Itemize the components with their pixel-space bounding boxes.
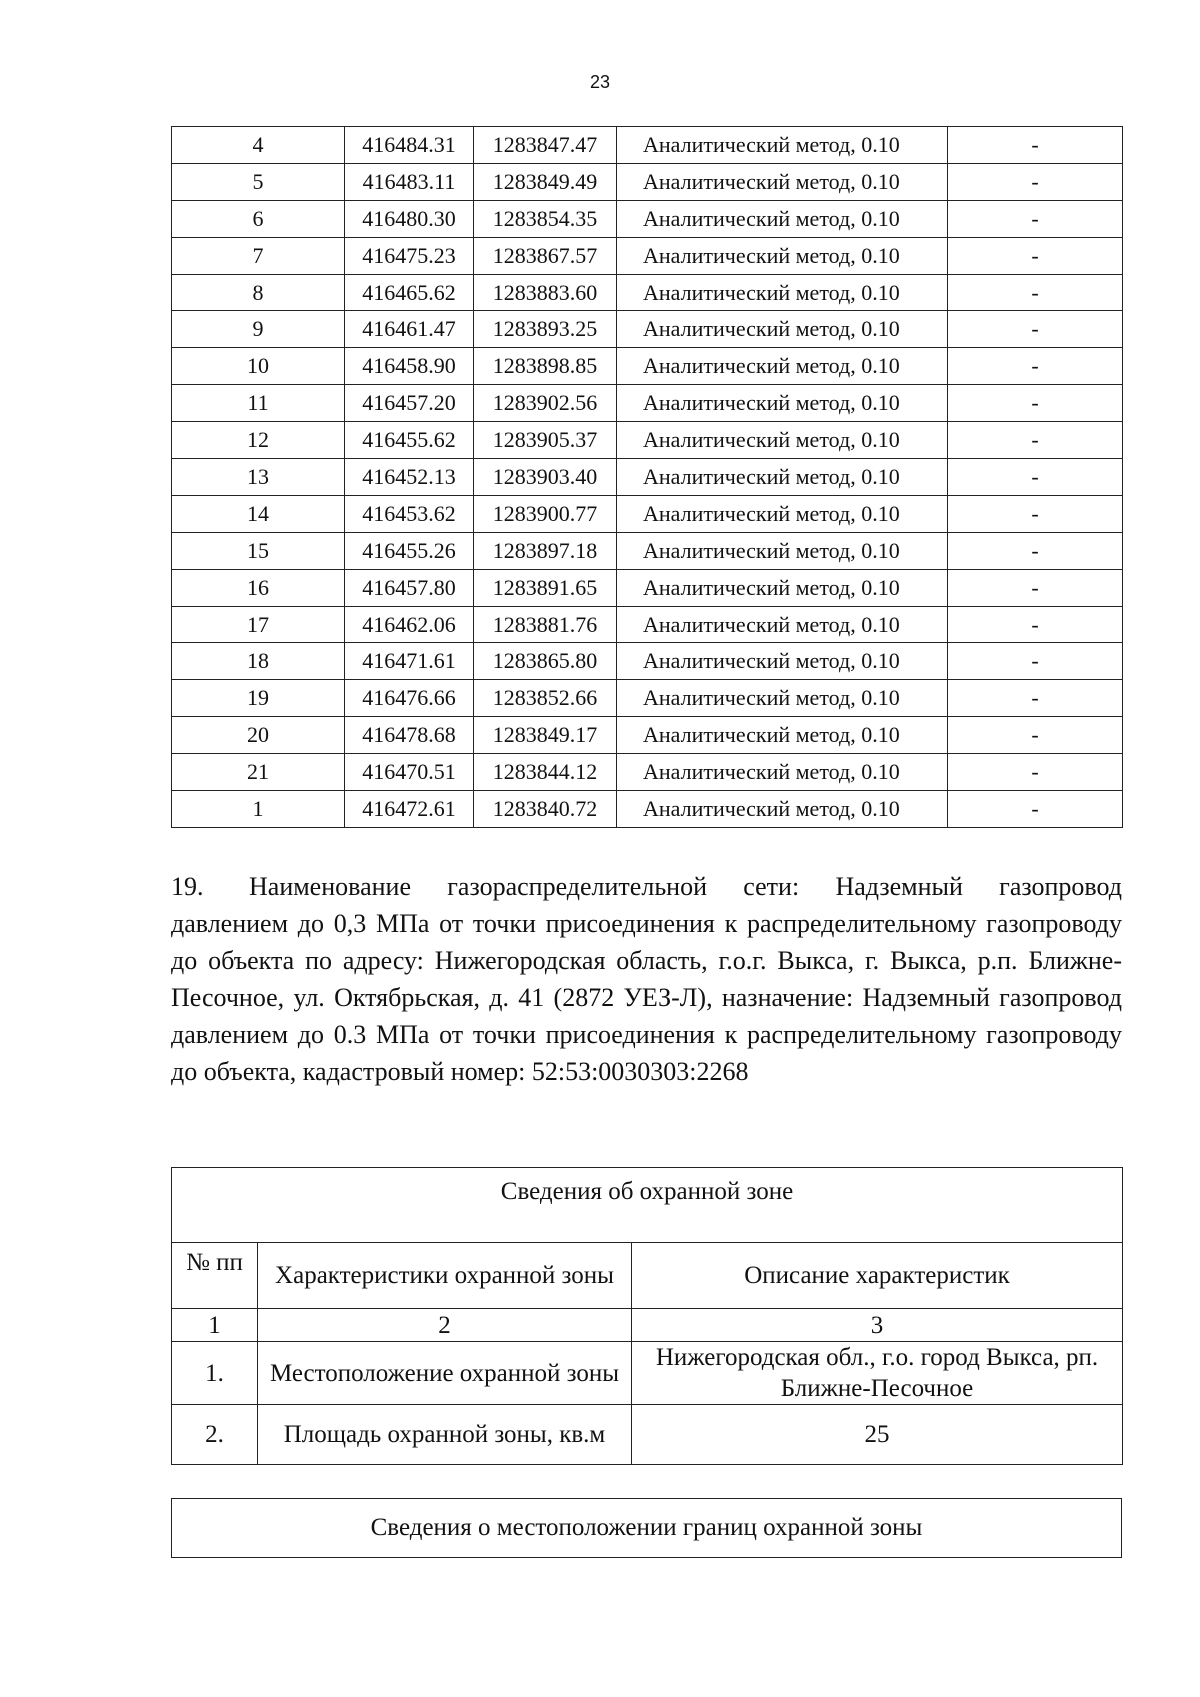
coord-x-cell: 416461.47 xyxy=(345,311,474,348)
extra-cell: - xyxy=(948,422,1123,459)
coord-y-cell: 1283898.85 xyxy=(474,348,617,385)
coord-y-cell: 1283897.18 xyxy=(474,532,617,569)
point-number-cell: 17 xyxy=(172,606,345,643)
method-cell: Аналитический метод, 0.10 xyxy=(617,385,948,422)
table-row xyxy=(172,643,1123,680)
coordinates-table xyxy=(171,126,1123,828)
table-row xyxy=(172,1342,1123,1405)
coord-x-cell: 416472.61 xyxy=(345,791,474,828)
coord-x-cell: 416484.31 xyxy=(345,127,474,164)
row-description: 25 xyxy=(632,1405,1123,1465)
table-row xyxy=(172,459,1123,496)
zone-index-row xyxy=(172,1309,1123,1342)
coord-x-cell: 416483.11 xyxy=(345,163,474,200)
coord-y-cell: 1283849.49 xyxy=(474,163,617,200)
zone-title-row xyxy=(172,1168,1123,1243)
page-number: 23 xyxy=(589,72,611,92)
paragraph-text: Наименование газораспределительной сети: Надземный газопровод давлением до 0,3 МПа от точки присоединения к распределительному газопроводу до объекта по адресу: Нижегородская область, г.о.г. Выкса, г. Выкса, р.п. Ближне-Песочное, ул. Октябрьская, д. 41 (2872 УЕЗ-Л), назначение: Надземный газопровод давлением до 0.3 МПа от точки присоединения к распределительному газопроводу до объекта, кадастровый номер: 52:53:0030303:2268 xyxy=(171,872,1122,1086)
point-number-cell: 9 xyxy=(172,311,345,348)
extra-cell: - xyxy=(948,459,1123,496)
extra-cell: - xyxy=(948,717,1123,754)
extra-cell: - xyxy=(948,127,1123,164)
method-cell: Аналитический метод, 0.10 xyxy=(617,459,948,496)
method-cell: Аналитический метод, 0.10 xyxy=(617,422,948,459)
table-row xyxy=(172,532,1123,569)
table-row xyxy=(172,237,1123,274)
table-row xyxy=(172,495,1123,532)
extra-cell: - xyxy=(948,385,1123,422)
coord-y-cell: 1283900.77 xyxy=(474,495,617,532)
coord-x-cell: 416457.20 xyxy=(345,385,474,422)
zone-header-row xyxy=(172,1243,1123,1309)
coord-y-cell: 1283849.17 xyxy=(474,717,617,754)
network-description xyxy=(171,868,1122,1090)
extra-cell: - xyxy=(948,569,1123,606)
extra-cell: - xyxy=(948,348,1123,385)
paragraph-number: 19. xyxy=(171,872,204,901)
table-row xyxy=(172,385,1123,422)
method-cell: Аналитический метод, 0.10 xyxy=(617,348,948,385)
coord-y-cell: 1283891.65 xyxy=(474,569,617,606)
coord-x-cell: 416453.62 xyxy=(345,495,474,532)
extra-cell: - xyxy=(948,200,1123,237)
point-number-cell: 18 xyxy=(172,643,345,680)
coord-x-cell: 416458.90 xyxy=(345,348,474,385)
table-row xyxy=(172,422,1123,459)
extra-cell: - xyxy=(948,311,1123,348)
point-number-cell: 15 xyxy=(172,532,345,569)
point-number-cell: 6 xyxy=(172,200,345,237)
table-row xyxy=(172,348,1123,385)
point-number-cell: 19 xyxy=(172,680,345,717)
header-description: Описание характеристик xyxy=(632,1243,1123,1309)
method-cell: Аналитический метод, 0.10 xyxy=(617,495,948,532)
table-row xyxy=(172,754,1123,791)
extra-cell: - xyxy=(948,163,1123,200)
table-row xyxy=(172,127,1123,164)
extra-cell: - xyxy=(948,643,1123,680)
coord-x-cell: 416452.13 xyxy=(345,459,474,496)
coord-x-cell: 416475.23 xyxy=(345,237,474,274)
method-cell: Аналитический метод, 0.10 xyxy=(617,791,948,828)
boundaries-title: Сведения о местоположении границ охранной зоны xyxy=(171,1498,1122,1558)
zone-table-title: Сведения об охранной зоне xyxy=(172,1168,1123,1243)
extra-cell: - xyxy=(948,791,1123,828)
coord-y-cell: 1283903.40 xyxy=(474,459,617,496)
method-cell: Аналитический метод, 0.10 xyxy=(617,237,948,274)
table-row xyxy=(172,791,1123,828)
coord-x-cell: 416455.26 xyxy=(345,532,474,569)
point-number-cell: 13 xyxy=(172,459,345,496)
coord-y-cell: 1283844.12 xyxy=(474,754,617,791)
header-characteristic: Характеристики охранной зоны xyxy=(258,1243,632,1309)
method-cell: Аналитический метод, 0.10 xyxy=(617,643,948,680)
coord-x-cell: 416476.66 xyxy=(345,680,474,717)
point-number-cell: 21 xyxy=(172,754,345,791)
point-number-cell: 12 xyxy=(172,422,345,459)
table-row xyxy=(172,1405,1123,1465)
method-cell: Аналитический метод, 0.10 xyxy=(617,532,948,569)
point-number-cell: 1 xyxy=(172,791,345,828)
coord-y-cell: 1283854.35 xyxy=(474,200,617,237)
table-row xyxy=(172,274,1123,311)
method-cell: Аналитический метод, 0.10 xyxy=(617,606,948,643)
extra-cell: - xyxy=(948,606,1123,643)
method-cell: Аналитический метод, 0.10 xyxy=(617,311,948,348)
header-number: № пп xyxy=(172,1243,258,1309)
coord-y-cell: 1283893.25 xyxy=(474,311,617,348)
method-cell: Аналитический метод, 0.10 xyxy=(617,717,948,754)
table-row xyxy=(172,311,1123,348)
index-col-3: 3 xyxy=(632,1309,1123,1342)
coord-y-cell: 1283902.56 xyxy=(474,385,617,422)
coord-y-cell: 1283883.60 xyxy=(474,274,617,311)
method-cell: Аналитический метод, 0.10 xyxy=(617,569,948,606)
coord-x-cell: 416462.06 xyxy=(345,606,474,643)
extra-cell: - xyxy=(948,754,1123,791)
row-number: 1. xyxy=(172,1342,258,1405)
table-row xyxy=(172,200,1123,237)
row-characteristic: Местоположение охранной зоны xyxy=(258,1342,632,1405)
index-col-1: 1 xyxy=(172,1309,258,1342)
method-cell: Аналитический метод, 0.10 xyxy=(617,754,948,791)
point-number-cell: 11 xyxy=(172,385,345,422)
extra-cell: - xyxy=(948,274,1123,311)
point-number-cell: 16 xyxy=(172,569,345,606)
coord-y-cell: 1283847.47 xyxy=(474,127,617,164)
coord-x-cell: 416455.62 xyxy=(345,422,474,459)
table-row xyxy=(172,606,1123,643)
coord-y-cell: 1283867.57 xyxy=(474,237,617,274)
point-number-cell: 5 xyxy=(172,163,345,200)
point-number-cell: 4 xyxy=(172,127,345,164)
extra-cell: - xyxy=(948,532,1123,569)
coord-y-cell: 1283881.76 xyxy=(474,606,617,643)
point-number-cell: 14 xyxy=(172,495,345,532)
coord-y-cell: 1283852.66 xyxy=(474,680,617,717)
point-number-cell: 20 xyxy=(172,717,345,754)
table-row xyxy=(172,163,1123,200)
coord-x-cell: 416471.61 xyxy=(345,643,474,680)
point-number-cell: 7 xyxy=(172,237,345,274)
coord-x-cell: 416478.68 xyxy=(345,717,474,754)
zone-info-table xyxy=(171,1167,1123,1465)
point-number-cell: 8 xyxy=(172,274,345,311)
coord-x-cell: 416470.51 xyxy=(345,754,474,791)
row-number: 2. xyxy=(172,1405,258,1465)
coord-y-cell: 1283905.37 xyxy=(474,422,617,459)
table-row xyxy=(172,717,1123,754)
table-row xyxy=(172,680,1123,717)
method-cell: Аналитический метод, 0.10 xyxy=(617,680,948,717)
point-number-cell: 10 xyxy=(172,348,345,385)
method-cell: Аналитический метод, 0.10 xyxy=(617,200,948,237)
extra-cell: - xyxy=(948,237,1123,274)
row-characteristic: Площадь охранной зоны, кв.м xyxy=(258,1405,632,1465)
extra-cell: - xyxy=(948,680,1123,717)
coord-x-cell: 416457.80 xyxy=(345,569,474,606)
coord-x-cell: 416465.62 xyxy=(345,274,474,311)
coord-y-cell: 1283865.80 xyxy=(474,643,617,680)
method-cell: Аналитический метод, 0.10 xyxy=(617,274,948,311)
index-col-2: 2 xyxy=(258,1309,632,1342)
row-description: Нижегородская обл., г.о. город Выкса, рп. Ближне-Песочное xyxy=(632,1342,1123,1405)
coord-x-cell: 416480.30 xyxy=(345,200,474,237)
method-cell: Аналитический метод, 0.10 xyxy=(617,127,948,164)
table-row xyxy=(172,569,1123,606)
coord-y-cell: 1283840.72 xyxy=(474,791,617,828)
extra-cell: - xyxy=(948,495,1123,532)
method-cell: Аналитический метод, 0.10 xyxy=(617,163,948,200)
